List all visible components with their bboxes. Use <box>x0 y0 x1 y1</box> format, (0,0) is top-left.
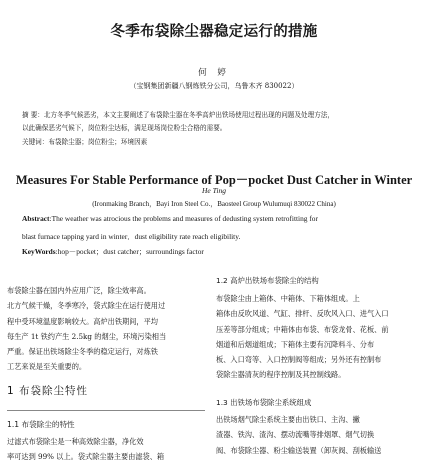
section-1-heading: 1 布袋除尘特性 <box>7 385 89 397</box>
intro-paragraph <box>7 283 205 375</box>
keywords-chinese: 关键词：布袋除尘器；岗位粉尘；环境因素 <box>22 138 148 146</box>
section-divider <box>7 410 205 411</box>
body-line: 烟道和后烟道组成；下箱体主要有沉降料斗、分布 <box>216 339 375 349</box>
body-line: 箱体由反吹风道、气缸、排杆、反吹风入口、进气入口 <box>216 309 389 319</box>
intro-line: 布袋除尘器在国内外应用广泛，除尘效率高。 <box>7 286 151 295</box>
abstract-english-line-1: Abstract:The weather was atrocious the problems and measures of dedusting system retrofitting for <box>22 214 318 223</box>
keywords-english: KeyWords:hop－pocket；dust catcher；surroundings factor <box>22 247 204 256</box>
affiliation-english: (Ironmaking Branch，Bayi Iron Steel Co.，Baosteel Group Wulumuqi 830022 China) <box>92 200 336 208</box>
body-line: 压差等部分组成；中箱体由布袋、布袋龙骨、花板、前 <box>216 324 389 334</box>
body-line: 袋除尘器清灰的程序控制及其控制线路。 <box>216 370 346 380</box>
abstract-chinese-line-1: 摘 要：北方冬季气候恶劣，本文主要阐述了布袋除尘器在冬季高炉出铁场使用过程出现的问题及处理方法， <box>22 111 335 119</box>
intro-line: 北方气候干燥，冬季寒冷，袋式除尘在运行使用过 <box>7 301 166 311</box>
intro-line: 程中受环境温度影响较大。高炉出铁期间，平均 <box>7 316 158 326</box>
intro-line: 严重。保证出铁场除尘冬季的稳定运行，对炼铁 <box>7 347 158 357</box>
body-line: 出铁场烟气除尘系统主要由出铁口、主沟、撇 <box>216 415 360 424</box>
body-line: 率可达到 99% 以上。袋式除尘器主要由滤袋、箱 <box>7 452 165 462</box>
subsection-1-2-paragraph <box>216 291 421 383</box>
body-line: 阀、布袋除尘器、粉尘输送装置（卸灰阀、刮板输送 <box>216 445 382 455</box>
affiliation-chinese: （宝钢集团新疆八钢炼铁分公司，乌鲁木齐 830022） <box>129 82 299 90</box>
abstract-english-label: Abstract <box>22 214 50 223</box>
paper-title-english: Measures For Stable Performance of Pop－pocket Dust Catcher in Winter <box>15 173 413 187</box>
body-line: 过滤式布袋除尘是一种高效除尘器，净化效 <box>7 437 144 446</box>
body-line: 布袋除尘由上箱体、中箱体、下箱体组成。上 <box>216 294 360 303</box>
paper-title-chinese: 冬季布袋除尘器稳定运行的措施 <box>110 24 318 40</box>
author-chinese: 何 婷 <box>198 68 230 78</box>
intro-line: 工艺来说是至关重要的。 <box>7 362 87 372</box>
subsection-1-1-heading: 1.1 布袋除尘的特性 <box>7 420 75 429</box>
subsection-1-2-heading: 1.2 高炉出铁场布袋除尘的结构 <box>216 276 319 285</box>
body-line: 渣器、铁沟、渣沟、摆动流嘴等排烟罩、烟气切换 <box>216 430 375 440</box>
subsection-1-1-paragraph <box>7 434 205 465</box>
body-line: 板、入口弯等、入口控制阀等组成；另外还有控制布 <box>216 355 382 365</box>
subsection-1-3-paragraph <box>216 412 421 458</box>
author-english: He Ting <box>202 186 226 195</box>
keywords-english-label: KeyWords <box>22 247 56 256</box>
abstract-chinese-line-2: 以此确保恶劣气候下，岗位粉尘达标，满足现场岗位粉尘合格的需要。 <box>22 124 227 132</box>
abstract-english-line-2: blast furnace tapping yard in winter．dust eligibility rate reach eligibility. <box>22 232 241 241</box>
intro-line: 每生产 1t 铁约产生 2.5kg 的烟尘，环境污染相当 <box>7 331 167 341</box>
subsection-1-3-heading: 1.3 出铁场布袋除尘系统组成 <box>216 398 312 407</box>
